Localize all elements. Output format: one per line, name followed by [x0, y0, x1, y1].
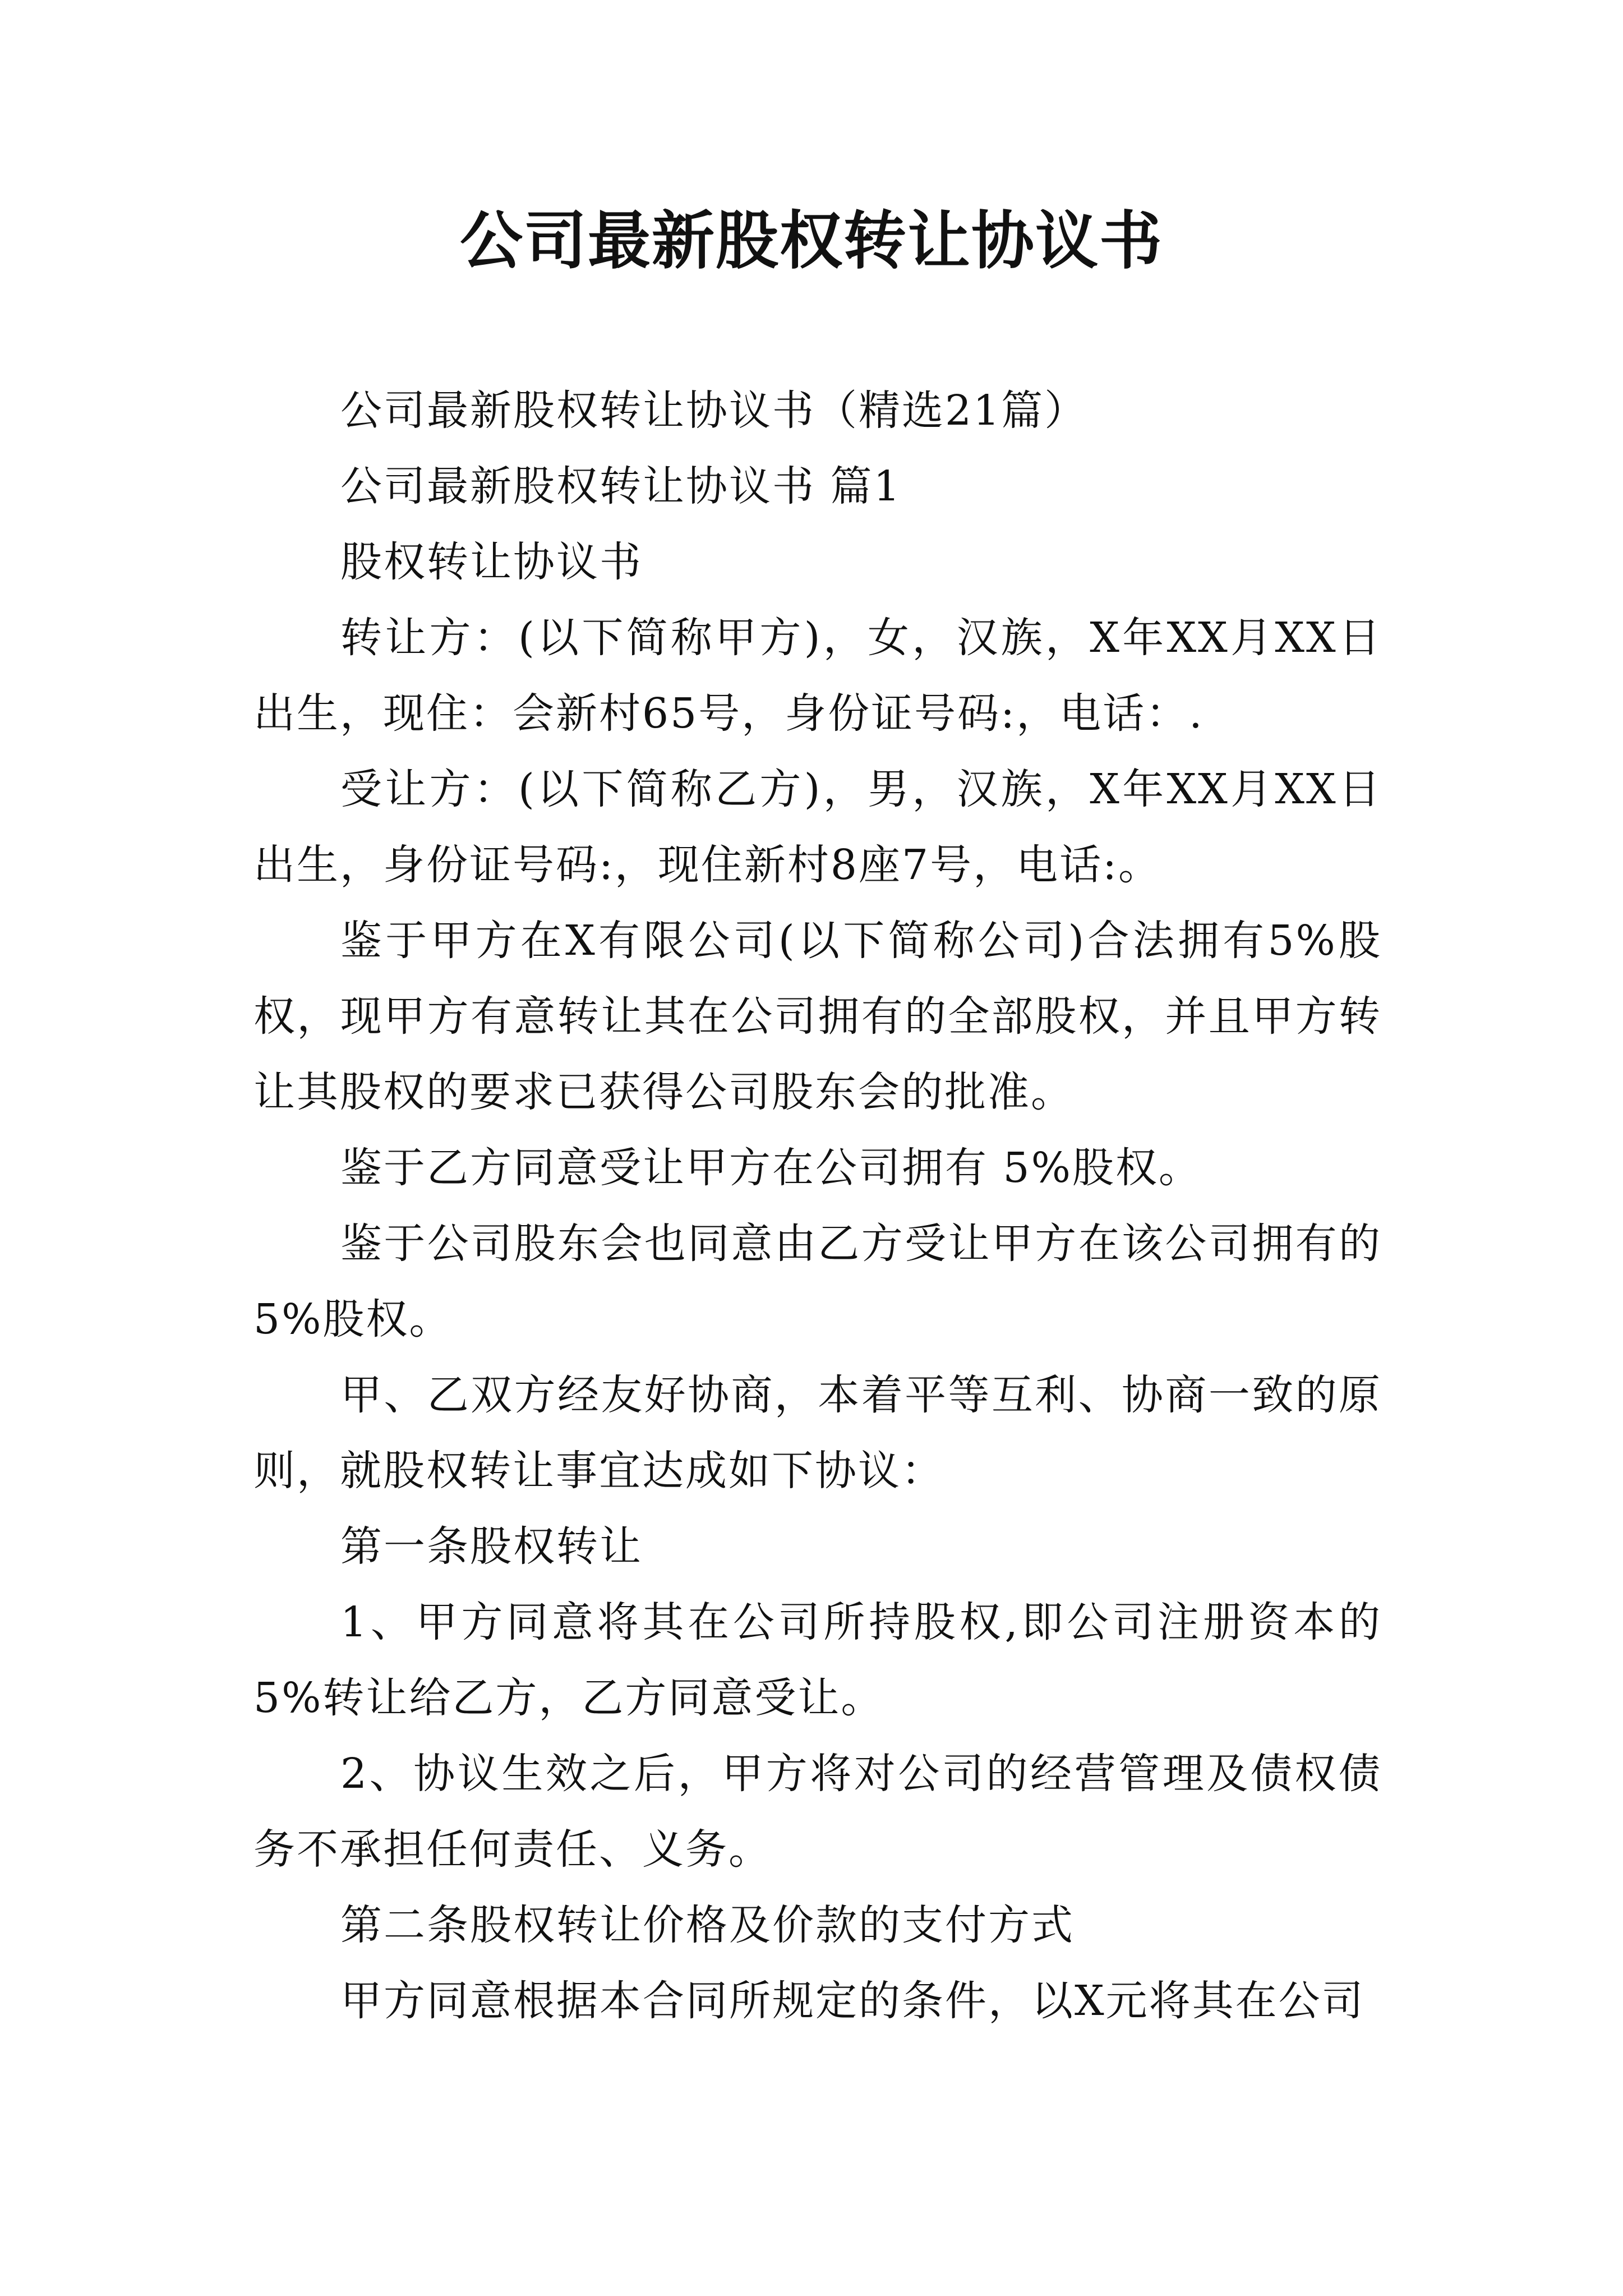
paragraph-consensus: 甲、乙双方经友好协商，本着平等互利、协商一致的原则，就股权转让事宜达成如下协议：	[253, 1371, 1382, 1495]
article-1-heading: 第一条股权转让	[340, 1522, 643, 1571]
paragraph-agreement-name: 股权转让协议书	[340, 538, 643, 586]
document-title: 公司最新股权转让协议书	[460, 204, 1163, 278]
paragraph-whereas-2: 鉴于乙方同意受让甲方在公司拥有 5%股权。	[340, 1144, 1202, 1192]
article-2-heading: 第二条股权转让价格及价款的支付方式	[340, 1901, 1075, 1949]
article-1-clause-1: 1、甲方同意将其在公司所持股权,即公司注册资本的5%转让给乙方，乙方同意受让。	[253, 1598, 1382, 1722]
article-2-text: 甲方同意根据本合同所规定的条件，以X元将其在公司	[340, 1977, 1365, 2025]
paragraph-subtitle: 公司最新股权转让协议书（精选21篇）	[340, 386, 1088, 435]
paragraph-transferee: 受让方：(以下简称乙方)，男，汉族，X年XX月XX日出生，身份证号码:，现住新村8座7号，电话:。	[253, 765, 1382, 889]
document-body	[253, 373, 1425, 2039]
paragraph-whereas-3: 鉴于公司股东会也同意由乙方受让甲方在该公司拥有的 5%股权。	[253, 1220, 1425, 1343]
article-1-clause-2: 2、协议生效之后，甲方将对公司的经营管理及债权债务不承担任何责任、义务。	[253, 1750, 1382, 1874]
paragraph-section-heading: 公司最新股权转让协议书 篇1	[340, 462, 902, 510]
paragraph-whereas-1: 鉴于甲方在X有限公司(以下简称公司)合法拥有5%股权，现甲方有意转让其在公司拥有的全部股权，并且甲方转让其股权的要求已获得公司股东会的批准。	[253, 917, 1382, 1116]
paragraph-transferor: 转让方：(以下简称甲方)，女，汉族，X年XX月XX日出生，现住：会新村65号，身份证号码:，电话：.	[253, 614, 1382, 738]
